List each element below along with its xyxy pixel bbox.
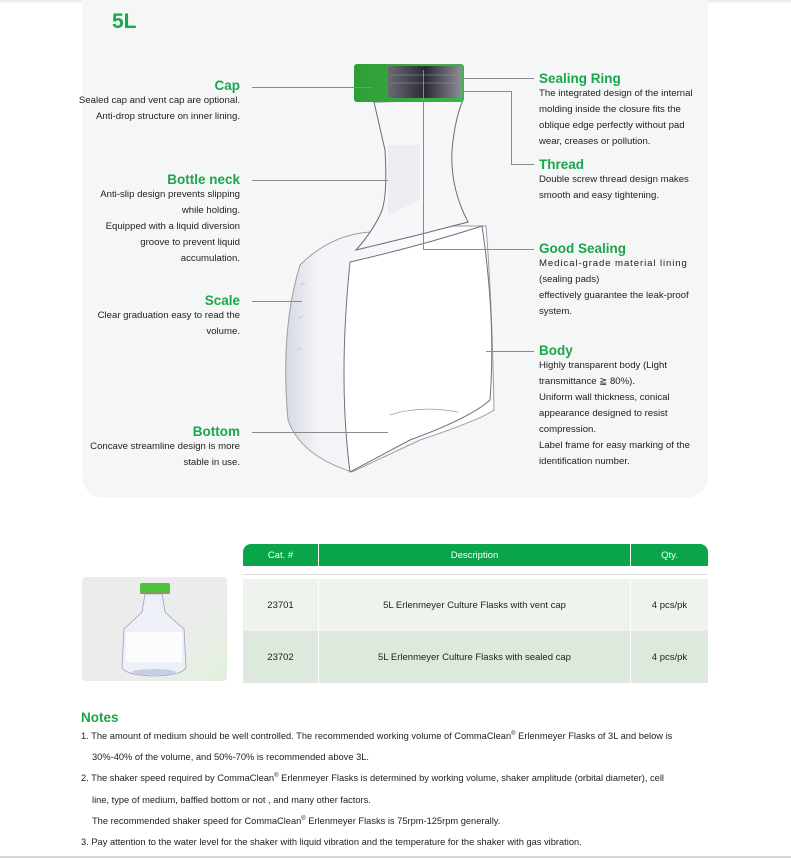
- bottle-neck-leader-line: [252, 180, 388, 181]
- good-sealing-desc-line: (sealing pads): [539, 274, 600, 285]
- note-text: Erlenmeyer Flasks of 3L and below is: [515, 731, 673, 741]
- good-sealing-desc-line: Medical-grade material lining: [539, 258, 688, 269]
- body-desc-line: compression.: [539, 424, 597, 435]
- cell-qty: 4 pcs/pk: [651, 651, 688, 663]
- note-text: 1. The amount of medium should be well controlled. The recommended working volume of CommaClean: [81, 731, 512, 741]
- body-desc-line: Label frame for easy marking of the: [539, 440, 690, 451]
- callout-scale: [98, 293, 240, 340]
- cell-qty: 4 pcs/pk: [651, 599, 688, 611]
- bottle-neck-desc-line: Anti-slip design prevents slipping: [100, 189, 240, 200]
- good-sealing-desc-line: system.: [539, 306, 573, 317]
- thread-desc-line: Double screw thread design makes: [539, 174, 689, 185]
- callout-thread: [539, 157, 689, 204]
- thread-desc-line: smooth and easy tightening.: [539, 190, 660, 201]
- flask-body-front: [344, 226, 492, 472]
- thread-leader-h2: [511, 164, 534, 165]
- note-text: Erlenmeyer Flasks is 75rpm-125rpm generally.: [305, 816, 501, 826]
- thread-title: Thread: [539, 157, 585, 172]
- body-desc-line: identification number.: [539, 456, 630, 467]
- sealing-ring-desc-line: molding inside the closure fits the: [539, 104, 681, 115]
- note-2-line-3: [92, 816, 500, 826]
- note-2-line-1: [81, 773, 664, 783]
- bottle-neck-desc-line: while holding.: [181, 205, 240, 216]
- note-text: Erlenmeyer Flasks is determined by working volume, shaker amplitude (orbital diameter), cell: [278, 773, 664, 783]
- note-text: The recommended shaker speed for CommaClean: [92, 816, 302, 826]
- body-desc-line: Highly transparent body (Light: [539, 360, 667, 371]
- bottle-neck-desc-line: accumulation.: [180, 253, 240, 264]
- cell-description: 5L Erlenmeyer Culture Flasks with sealed cap: [319, 631, 631, 683]
- callout-good-sealing: [539, 241, 689, 320]
- bottom-desc-line: stable in use.: [183, 457, 240, 468]
- header-description: Description: [319, 544, 631, 566]
- body-desc-line: appearance designed to resist: [539, 408, 668, 419]
- registered-mark: ®: [301, 816, 306, 822]
- note-text: 2. The shaker speed required by CommaClean: [81, 773, 275, 783]
- sealing-ring-desc-line: The integrated design of the internal: [539, 88, 693, 99]
- bottom-title: Bottom: [192, 424, 240, 439]
- header-separator: [243, 574, 708, 575]
- bottom-leader-line: [252, 432, 388, 433]
- cell-description: 5L Erlenmeyer Culture Flasks with vent cap: [319, 579, 631, 631]
- note-1-line-1: [81, 731, 672, 741]
- body-leader-line: [486, 351, 534, 352]
- bottle-neck-desc-line: groove to prevent liquid: [140, 237, 240, 248]
- sealing-ring: [388, 66, 462, 98]
- note-2-line-2: line, type of medium, baffled bottom or not , and many other factors.: [92, 795, 371, 805]
- header-qty: Qty.: [631, 544, 708, 566]
- callout-sealing-ring: [539, 71, 693, 150]
- body-desc-line: Uniform wall thickness, conical: [539, 392, 670, 403]
- scale-desc-line: volume.: [206, 326, 240, 337]
- good-sealing-leader-h: [423, 249, 534, 250]
- cap-leader-line: [252, 87, 372, 88]
- registered-mark: ®: [274, 773, 279, 779]
- scale-desc-line: Clear graduation easy to read the: [97, 310, 240, 321]
- callout-bottom: [90, 424, 240, 471]
- callout-bottle-neck: [100, 172, 240, 267]
- product-thumbnail: [82, 577, 227, 681]
- good-sealing-leader-v: [423, 70, 424, 249]
- size-title: 5L: [112, 10, 137, 33]
- cap-desc-line: Sealed cap and vent cap are optional.: [78, 95, 240, 106]
- table-row: [243, 631, 708, 683]
- sealing-ring-desc-line: oblique edge perfectly without pad: [539, 120, 685, 131]
- sealing-ring-desc-line: wear, creases or pollution.: [539, 136, 651, 147]
- sealing-ring-leader-line: [464, 78, 534, 79]
- callout-cap: [79, 78, 240, 125]
- cap-desc-line: Anti-drop structure on inner lining.: [96, 111, 240, 122]
- flask-thumbnail-image: [82, 577, 227, 681]
- cap-title: Cap: [214, 78, 240, 93]
- good-sealing-desc-line: effectively guarantee the leak-proof: [539, 290, 689, 301]
- notes-title: Notes: [81, 710, 119, 725]
- good-sealing-title: Good Sealing: [539, 241, 627, 256]
- table-header: [243, 544, 708, 566]
- body-title: Body: [539, 343, 573, 358]
- callout-body: [539, 343, 690, 470]
- table-row: [243, 579, 708, 631]
- cell-cat-no: 23702: [243, 631, 319, 683]
- scale-title: Scale: [204, 293, 240, 308]
- bottle-neck-desc-line: Equipped with a liquid diversion: [105, 221, 240, 232]
- note-1-line-2: 30%-40% of the volume, and 50%-70% is recommended above 3L.: [92, 752, 370, 762]
- registered-mark: ®: [511, 731, 516, 737]
- body-desc-line: transmittance ≧ 80%).: [539, 376, 636, 387]
- product-table: [243, 544, 708, 683]
- scale-leader-line: [252, 301, 302, 302]
- bottom-desc-line: Concave streamline design is more: [90, 441, 240, 452]
- header-cat-no: Cat. #: [243, 544, 319, 566]
- note-3: 3. Pay attention to the water level for the shaker with liquid vibration and the temperature for the shaker with gas vibration.: [81, 837, 582, 847]
- footer-divider: [0, 856, 791, 858]
- cell-cat-no: 23701: [243, 579, 319, 631]
- sealing-ring-title: Sealing Ring: [539, 71, 621, 86]
- thread-leader-h1: [464, 91, 512, 92]
- bottle-neck-title: Bottle neck: [167, 172, 240, 187]
- thread-leader-v: [511, 91, 512, 164]
